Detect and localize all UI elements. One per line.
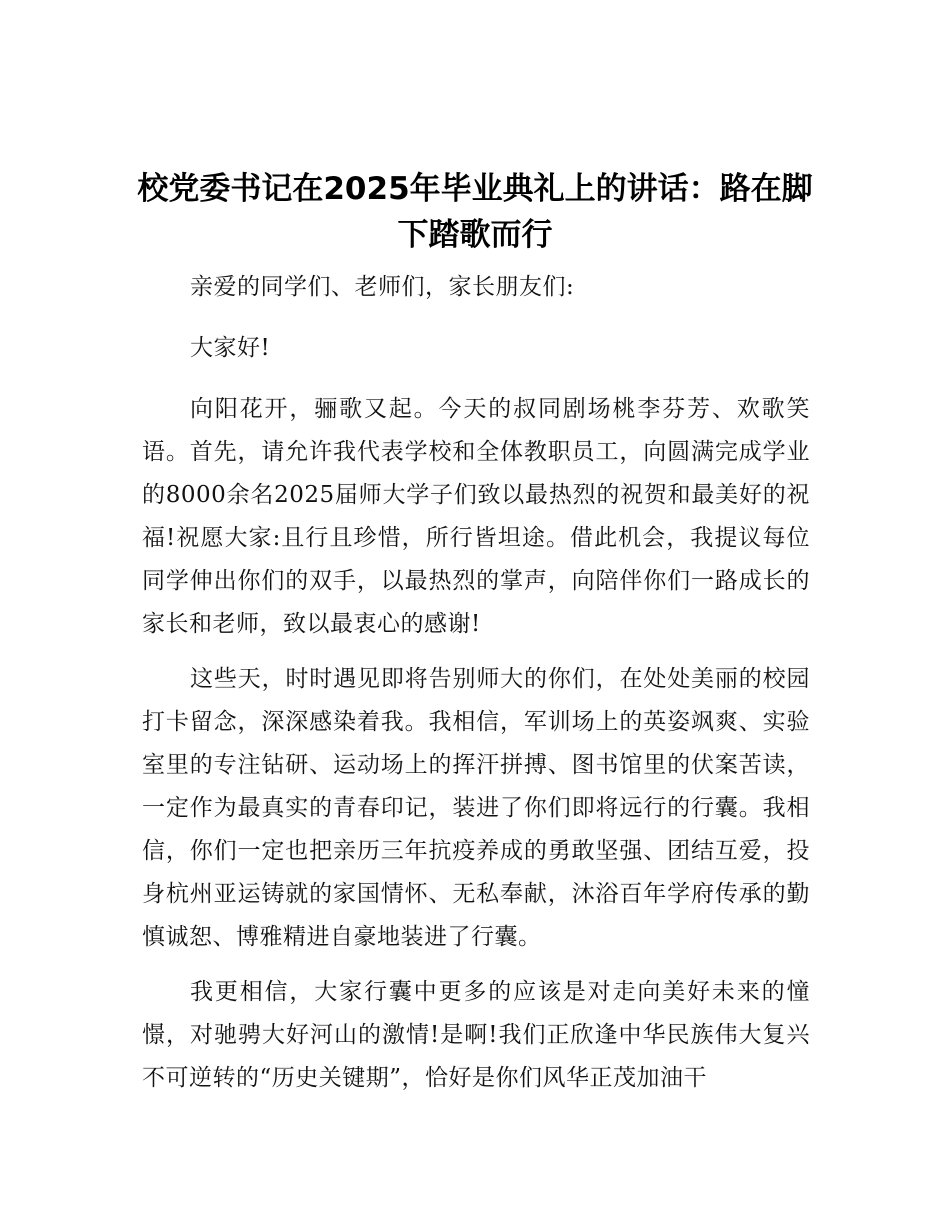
salutation: 亲爱的同学们、老师们，家长朋友们:: [190, 274, 575, 300]
paragraph-3: 我更相信，大家行囊中更多的应该是对走向美好未来的憧憬，对驰骋大好河山的激情!是啊!我们正欣逢中华民族伟大复兴不可逆转的“历史关键期”，恰好是你们风华正茂加油干: [142, 979, 810, 1091]
document-body: [142, 266, 810, 1112]
document-title: 校党委书记在2025年毕业典礼上的讲话：路在脚下踏歌而行: [137, 171, 813, 253]
paragraph-2: 这些天，时时遇见即将告别师大的你们，在处处美丽的校园打卡留念，深深感染着我。我相信，军训场上的英姿飒爽、实验室里的专注钻研、运动场上的挥汗拼搏、图书馆里的伏案苦读，一定作为最真实的青春印记，装进了你们即将远行的行囊。我相信，你们一定也把亲历三年抗疫养成的勇敢坚强、团结互爱，投身杭州亚运铸就的家国情怀、无私奉献，沐浴百年学府传承的勤慎诚恕、博雅精进自豪地装进了行囊。: [142, 666, 810, 950]
paragraph-1: 向阳花开，骊歌又起。今天的叔同剧场桃李芬芳、欢歌笑语。首先，请允许我代表学校和全体教职员工，向圆满完成学业的8000余名2025届师大学子们致以最热烈的祝贺和最美好的祝福!祝愿大家:且行且珍惜，所行皆坦途。借此机会，我提议每位同学伸出你们的双手，以最热烈的掌声，向陪伴你们一路成长的家长和老师，致以最衷心的感谢!: [142, 396, 810, 637]
greeting: 大家好!: [190, 335, 271, 361]
